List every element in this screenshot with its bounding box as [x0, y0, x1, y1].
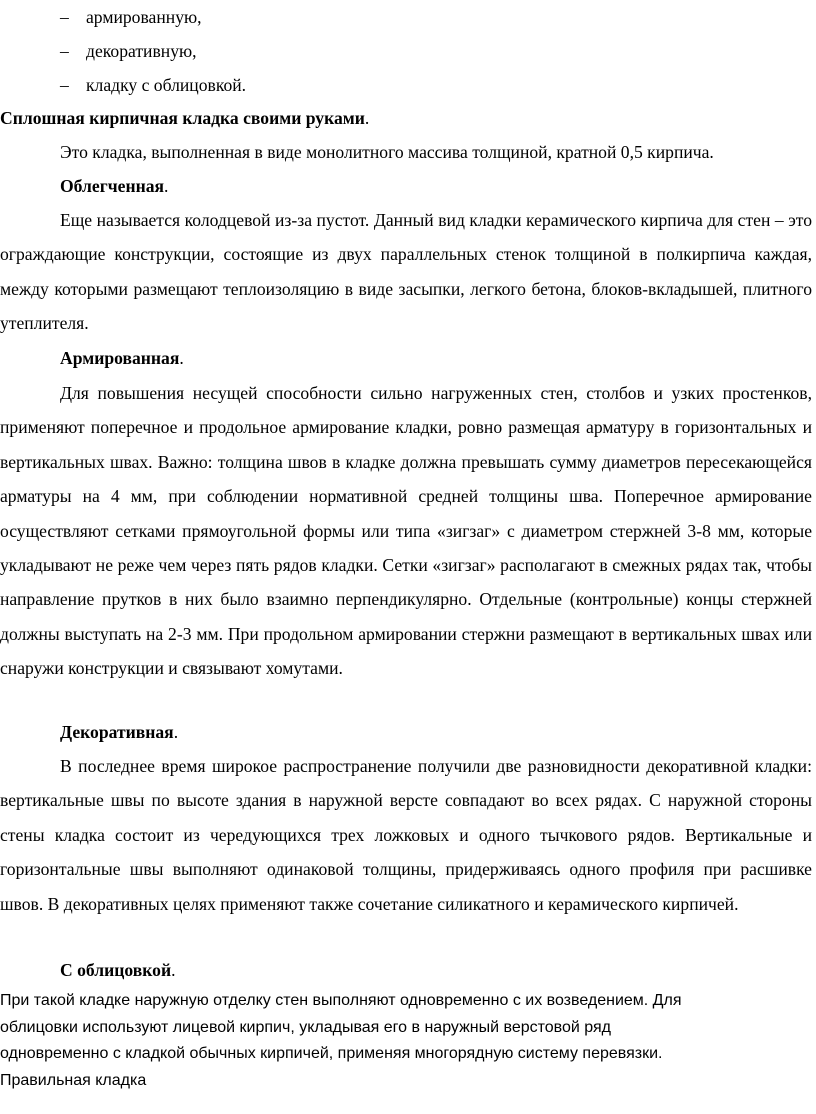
light-paragraph: Еще называется колодцевой из-за пустот. Данный вид кладки керамического кирпича для стен – это ограждающие конструкции, состоящие из двух параллельных стенок толщиной в полкирпича каждая, между которыми размещают теплоизоляцию в виде засыпки, легкого бетона, блоков-вкладышей, плитного утеплителя.: [0, 210, 812, 334]
facing-line: При такой кладке наружную отделку стен выполняют одновременно с их возведением. Для: [0, 992, 682, 1009]
list-dash: –: [60, 7, 69, 27]
decorative-heading-bold: Декоративная: [60, 722, 174, 742]
facing-text-block: [0, 988, 812, 1094]
list-item: [60, 34, 197, 68]
decorative-heading: [60, 715, 178, 749]
reinforced-heading: [60, 341, 184, 375]
light-heading-bold: Облегченная: [60, 176, 165, 196]
facing-line: Правильная кладка: [0, 1071, 147, 1089]
section-title-tail: .: [364, 108, 370, 128]
reinforced-paragraph: Для повышения несущей способности сильно нагруженных стен, столбов и узких простенков, применяют поперечное и продольное армирование кладки, ровно размещая арматуру в горизонтальных и вертикальных швах. Важно: толщина швов в кладке должна превышать сумму диаметров пересекающейся арматуры на 4 мм, при соблюдении нормативной средней толщины шва. Поперечное армирование осуществляют сетками прямоугольной формы или типа «зигзаг» с диаметром стержней 3-8 мм, которые укладывают не реже чем через пять рядов кладки. Сетки «зигзаг» располагают в смежных рядах так, чтобы направление прутков в них было взаимно перпендикулярно. Отдельные (контрольные) концы стержней должны выступать на 2-3 мм. При продольном армировании стержни размещают в вертикальных швах или снаружи конструкции и связывают хомутами.: [0, 383, 812, 679]
list-item: [60, 0, 202, 34]
facing-line: облицовки используют лицевой кирпич, укладывая его в наружный верстовой ряд: [0, 1018, 611, 1036]
facing-heading: [60, 953, 176, 987]
decorative-paragraph: В последнее время широкое распространение получили две разновидности декоративной кладки: вертикальные швы по высоте здания в наружной версте совпадают во всех рядах. С наружной стороны стены кладка состоит из чередующихся трех ложковых и одного тычкового рядов. Вертикальные и горизонтальные швы выполняют одинаковой толщины, придерживаясь одного профиля при расшивке швов. В декоративных целях применяют также сочетание силикатного и керамического кирпичей.: [0, 756, 812, 914]
list-item-text: декоративную,: [86, 41, 197, 61]
list-item-text: армированную,: [86, 7, 202, 27]
section-title-bold: Сплошная кирпичная кладка своими руками: [0, 108, 365, 128]
facing-heading-bold: С облицовкой: [60, 960, 172, 980]
list-dash: –: [60, 75, 69, 95]
list-dash: –: [60, 41, 69, 61]
section-title: [0, 101, 369, 135]
list-item: [60, 68, 246, 102]
reinforced-heading-bold: Армированная: [60, 348, 180, 368]
facing-line: одновременно с кладкой обычных кирпичей, применяя многорядную систему перевязки.: [0, 1045, 663, 1062]
light-heading-tail: .: [164, 176, 169, 196]
solid-paragraph: Это кладка, выполненная в виде монолитного массива толщиной, кратной 0,5 кирпича.: [60, 142, 714, 162]
light-heading: [60, 169, 168, 203]
list-item-text: кладку с облицовкой.: [86, 75, 247, 95]
facing-heading-tail: .: [171, 960, 176, 980]
reinforced-heading-tail: .: [179, 348, 184, 368]
decorative-heading-tail: .: [173, 722, 179, 742]
